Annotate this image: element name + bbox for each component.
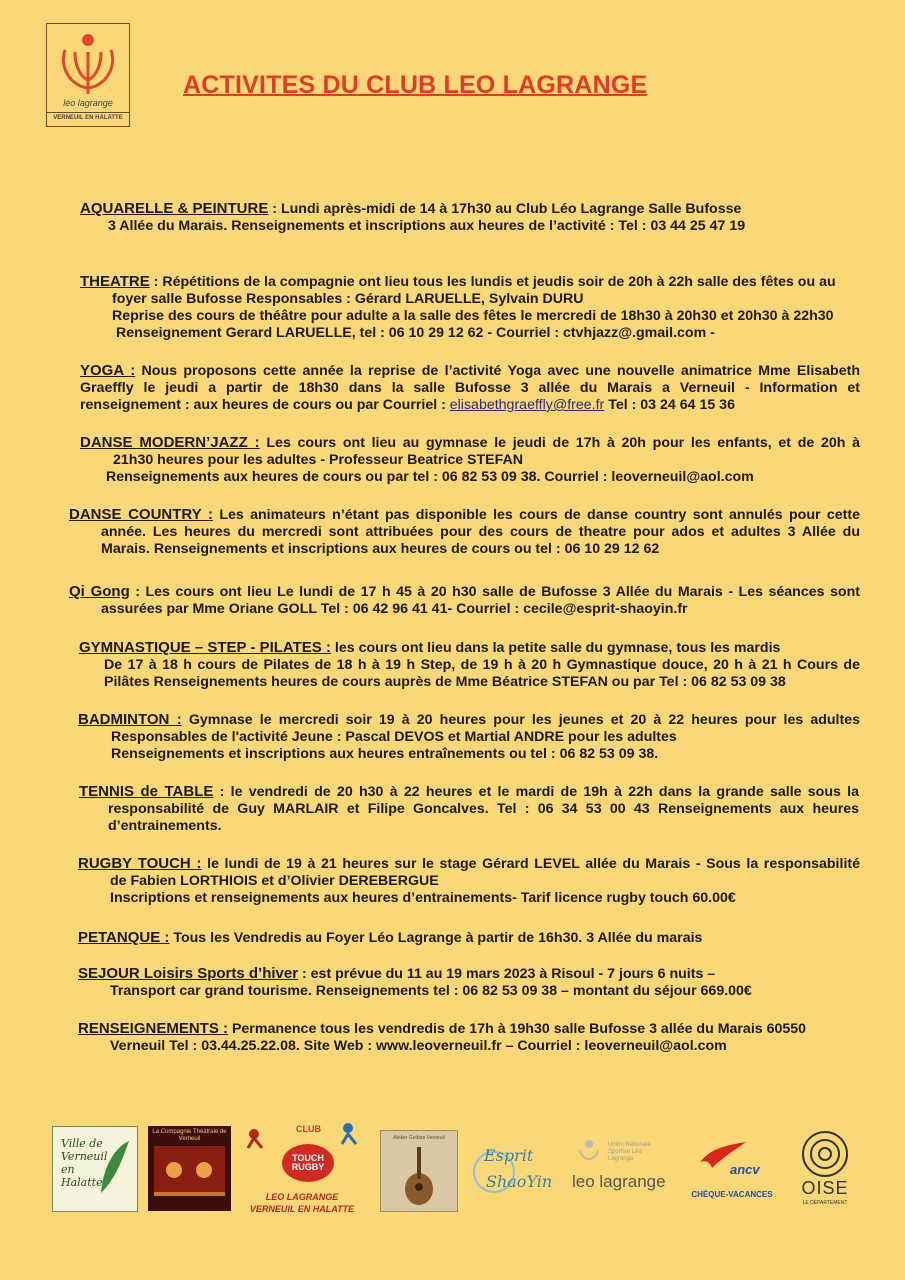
theatre-company-logo bbox=[148, 1126, 231, 1211]
section-heading: DANSE MODERN’JAZZ : bbox=[80, 434, 260, 451]
section-heading: Qi Gong bbox=[69, 583, 130, 600]
section-text: Pilâtes Renseignements heures de cours auprès de Mme Béatrice STEFAN ou par Tel : 06 82 53 09 38 bbox=[104, 674, 786, 690]
section-text: Verneuil Tel : 03.44.25.22.08. Site Web : www.leoverneuil.fr – Courriel : leoverneuil@aol.com bbox=[110, 1038, 727, 1054]
cheque-vacances-text: CHÈQUE-VACANCES bbox=[691, 1190, 773, 1199]
section-heading: BADMINTON : bbox=[78, 711, 182, 728]
section-heading: YOGA : bbox=[80, 362, 136, 379]
logo-brand: léo lagrange bbox=[63, 98, 113, 108]
section-text: Les animateurs n’étant pas disponible les cours de danse country sont annulés pour cette bbox=[212, 507, 860, 523]
section-text: Renseignement Gerard LARUELLE, tel : 06 10 29 12 62 - Courriel : ctvhjazz@.gmail.com - bbox=[116, 325, 715, 341]
section-heading: PETANQUE : bbox=[78, 929, 170, 946]
club-logo bbox=[46, 23, 130, 127]
section-text: : Lundi après-midi de 14 à 17h30 au Club Léo Lagrange Salle Bufosse bbox=[268, 201, 742, 217]
leo-lagrange-figure-icon bbox=[574, 1138, 604, 1168]
shaoyin-text: ShaoYin bbox=[486, 1172, 553, 1191]
section-text: foyer salle Bufosse Responsables : Gérard LARUELLE, Sylvain DURU bbox=[112, 291, 584, 307]
guitar-workshop-text: Atelier Guitare Verneuil bbox=[393, 1135, 445, 1141]
section-text: Marais. Renseignements et inscriptions aux heures de cours ou tel : 06 10 29 12 62 bbox=[101, 541, 660, 557]
section-sejour bbox=[78, 965, 838, 1000]
rugby-club-name: LEO LAGRANGE bbox=[265, 1192, 339, 1202]
section-text: Permanence tous les vendredis de 17h à 19h30 salle Bufosse 3 allée du Marais 60550 bbox=[228, 1021, 807, 1037]
section-text: d’entrainements. bbox=[108, 818, 222, 834]
leo-lagrange-emblem-icon bbox=[53, 28, 123, 98]
section-text: Responsables de l'activité Jeune : Pascal DEVOS et Martial ANDRE pour les adultes bbox=[111, 729, 677, 745]
oise-rosette-icon bbox=[790, 1130, 860, 1180]
theatre-stage-icon bbox=[148, 1140, 231, 1210]
section-aquarelle bbox=[80, 200, 800, 235]
section-text: Graeffly le jeudi a partir de 18h30 dans la salle Bufosse 3 allée du Marais a Verneuil - Information et bbox=[80, 380, 860, 396]
section-theatre bbox=[80, 273, 870, 342]
section-gymnastique bbox=[79, 639, 860, 691]
rugby-club-label: CLUB bbox=[296, 1124, 321, 1134]
page-title: ACTIVITES DU CLUB LEO LAGRANGE bbox=[183, 71, 648, 99]
esprit-text: Esprit bbox=[484, 1146, 534, 1165]
section-badminton bbox=[78, 711, 860, 763]
section-yoga bbox=[80, 362, 860, 414]
section-text: De 17 à 18 h cours de Pilates de 18 h à 19 h Step, de 19 h à 20 h Gymnastique douce, 20 h à 21 h Cours de bbox=[104, 657, 860, 673]
section-text: 21h30 heures pour les adultes - Professeur Beatrice STEFAN bbox=[113, 452, 524, 468]
email-link[interactable]: elisabethgraeffly@free.fr bbox=[449, 397, 605, 413]
section-heading: GYMNASTIQUE – STEP - PILATES : bbox=[79, 639, 331, 656]
section-text: 3 Allée du Marais. Renseignements et inscriptions aux heures de l’activité : Tel : 03 44 25 47 19 bbox=[108, 218, 746, 234]
section-text: responsabilité de Guy MARLAIR et Filipe Goncalves. Tel : 06 34 53 00 43 Renseignements aux heures bbox=[108, 801, 859, 817]
section-heading: THEATRE bbox=[80, 273, 150, 290]
section-text: : le vendredi de 20 h30 à 22 heures et le mardi de 19h à 22h dans la grande salle sous la bbox=[213, 784, 859, 800]
section-text: Reprise des cours de théâtre pour adulte a la salle des fêtes le mercredi de 18h30 à 20h30 et 20h30 à 22h30 bbox=[112, 308, 834, 324]
section-heading: RENSEIGNEMENTS : bbox=[78, 1020, 229, 1037]
rugby-touch-logo bbox=[244, 1120, 360, 1218]
section-text: Nous proposons cette année la reprise de l’activité Yoga avec une nouvelle animatrice Mme Elisabeth bbox=[135, 363, 861, 379]
section-text: Tel : 03 24 64 15 36 bbox=[604, 397, 735, 413]
section-text: année. Les heures du mercredi sont attribuées pour des cours de theatre pour ados et adultes 3 Allée du bbox=[101, 524, 860, 540]
section-heading: AQUARELLE & PEINTURE bbox=[80, 200, 269, 217]
section-text: : est prévue du 11 au 19 mars 2023 à Risoul - 7 jours 6 nuits – bbox=[298, 966, 716, 982]
section-text: les cours ont lieu dans la petite salle du gymnase, tous les mardis bbox=[330, 640, 781, 656]
section-danse-jazz bbox=[80, 434, 860, 486]
section-text: renseignement : aux heures de cours ou par Courriel : bbox=[80, 397, 450, 413]
oise-logo bbox=[790, 1130, 860, 1212]
section-text: Gymnase le mercredi soir 19 à 20 heures pour les jeunes et 20 à 22 heures pour les adultes bbox=[181, 712, 861, 728]
union-text: Union Nationale Sportive Léo Lagrange bbox=[608, 1142, 651, 1162]
logo-place: VERNEUIL EN HALATTE bbox=[47, 112, 129, 121]
section-qigong bbox=[69, 583, 860, 618]
section-danse-country bbox=[69, 506, 860, 558]
section-text: Inscriptions et renseignements aux heures d’entrainements- Tarif licence rugby touch 60.00€ bbox=[110, 890, 736, 906]
section-heading: SEJOUR Loisirs Sports d’hiver bbox=[78, 965, 299, 982]
esprit-shaoyin-logo bbox=[472, 1136, 554, 1206]
section-heading: TENNIS de TABLE bbox=[79, 783, 214, 800]
rugby-club-town: VERNEUIL EN HALATTE bbox=[249, 1204, 355, 1214]
section-text: Les cours ont lieu au gymnase le jeudi de 17h à 20h pour les enfants, et de 20h à bbox=[259, 435, 861, 451]
leaf-icon bbox=[97, 1137, 131, 1197]
section-text: Tous les Vendredis au Foyer Léo Lagrange à partir de 16h30. 3 Allée du marais bbox=[169, 930, 703, 946]
section-rugby-touch bbox=[78, 855, 860, 907]
rugby-badge-text: TOUCH RUGBY bbox=[291, 1153, 325, 1172]
departement-text: LE DÉPARTEMENT bbox=[802, 1200, 848, 1206]
ancv-logo bbox=[690, 1140, 774, 1206]
oise-text: OISE bbox=[801, 1178, 849, 1198]
section-text: Transport car grand tourisme. Renseignements tel : 06 82 53 09 38 – montant du séjour 669.00€ bbox=[110, 983, 752, 999]
section-text: le lundi de 19 à 21 heures sur le stage Gérard LEVEL allée du Marais - Sous la responsabilité bbox=[201, 856, 860, 872]
section-text: de Fabien LORTHIOIS et d’Olivier DEREBERGUE bbox=[110, 873, 439, 889]
sponsor-logos bbox=[0, 1118, 905, 1228]
section-heading: RUGBY TOUCH : bbox=[78, 855, 202, 872]
verneuil-logo bbox=[52, 1126, 138, 1212]
section-text: assurées par Mme Oriane GOLL Tel : 06 42 96 41 41- Courriel : cecile@esprit-shaoyin.fr bbox=[101, 601, 688, 617]
section-heading: DANSE COUNTRY : bbox=[69, 506, 213, 523]
section-petanque bbox=[78, 929, 838, 947]
guitar-icon bbox=[381, 1141, 457, 1211]
verneuil-logo-text: Ville de Verneuil en Halatte bbox=[61, 1137, 108, 1189]
section-tennis-de-table bbox=[79, 783, 859, 835]
guitar-workshop-logo bbox=[380, 1130, 458, 1212]
theatre-company-text: La Compagnie Théâtrale de Verneuil bbox=[152, 1129, 227, 1142]
section-text: Renseignements et inscriptions aux heures entraînements ou tel : 06 82 53 09 38. bbox=[111, 746, 659, 762]
ancv-text: ancv bbox=[730, 1162, 760, 1177]
leo-lagrange-text: leo lagrange bbox=[572, 1172, 666, 1191]
rugby-badge bbox=[282, 1144, 334, 1182]
section-text: : Les cours ont lieu Le lundi de 17 h 45 à 20 h30 salle de Bufosse 3 Allée du Marais - Les séances sont bbox=[129, 584, 860, 600]
union-leo-lagrange-logo bbox=[570, 1136, 674, 1206]
section-renseignements bbox=[78, 1020, 868, 1055]
section-text: Renseignements aux heures de cours ou par tel : 06 82 53 09 38. Courriel : leoverneuil@aol.com bbox=[106, 469, 754, 485]
section-text: : Répétitions de la compagnie ont lieu tous les lundis et jeudis soir de 20h à 22h salle des fêtes ou au bbox=[149, 274, 836, 290]
